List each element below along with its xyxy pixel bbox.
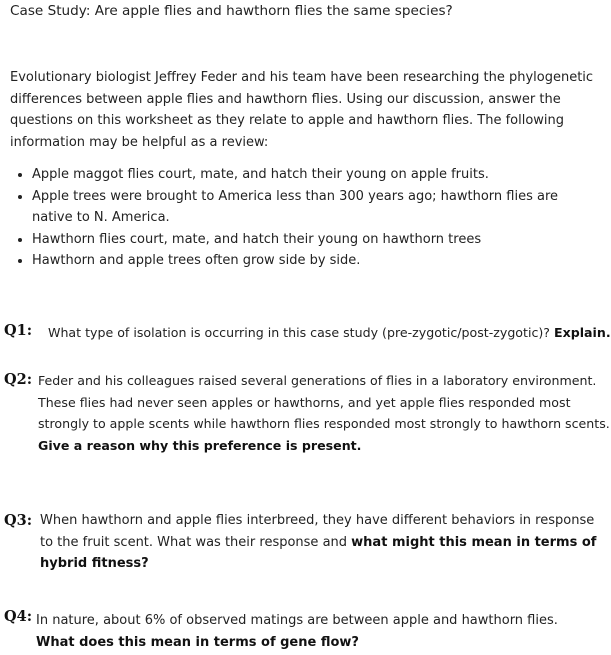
question-4-text [36, 610, 591, 653]
question-3-prompt: When hawthorn and apple flies interbreed, they have different behaviors in response to the fruit scent. What was their response and [40, 513, 595, 550]
question-1-bold: Explain. [554, 325, 611, 340]
list-item: Hawthorn and apple trees often grow side by side. [18, 250, 598, 272]
question-3-bold: what might this mean in terms of hybrid fitness? [40, 534, 597, 571]
intro-paragraph: Evolutionary biologist Jeffrey Feder and his team have been researching the phylogenetic differences between apple flies and hawthorn flies. Using our discussion, answer the questions on this worksheet as they relate to apple and hawthorn flies. The following information may be helpful as a review: [10, 70, 594, 151]
question-2-bold: Give a reason why this preference is present. [38, 437, 362, 453]
question-4-bold: What does this mean in terms of gene flow? [36, 634, 359, 650]
question-2-text [38, 370, 610, 456]
review-list [18, 164, 598, 272]
list-item: Hawthorn flies court, mate, and hatch their young on hawthorn trees [18, 229, 598, 251]
question-1-number: Q1: [4, 322, 33, 339]
question-1-text [48, 322, 611, 344]
page-title: Case Study: Are apple flies and hawthorn flies the same species? [10, 3, 453, 19]
question-4-number: Q4: [4, 608, 33, 625]
question-3-text [40, 510, 600, 575]
question-4-prompt: In nature, about 6% of observed matings are between apple and hawthorn flies. [36, 613, 558, 628]
question-2-number: Q2: [4, 371, 33, 388]
list-item: Apple trees were brought to America less than 300 years ago; hawthorn flies are native to N. America. [18, 186, 598, 229]
question-1-prompt: What type of isolation is occurring in this case study (pre-zygotic/post-zygotic)? [48, 325, 550, 340]
question-2-prompt: Feder and his colleagues raised several generations of flies in a laboratory environment. These flies had never seen apples or hawthorns, and yet apple flies responded most strongly to apple scents while hawthorn flies responded most strongly to hawthorn scents. [38, 373, 610, 431]
list-item: Apple maggot flies court, mate, and hatch their young on apple fruits. [18, 164, 598, 186]
question-3-number: Q3: [4, 512, 33, 529]
